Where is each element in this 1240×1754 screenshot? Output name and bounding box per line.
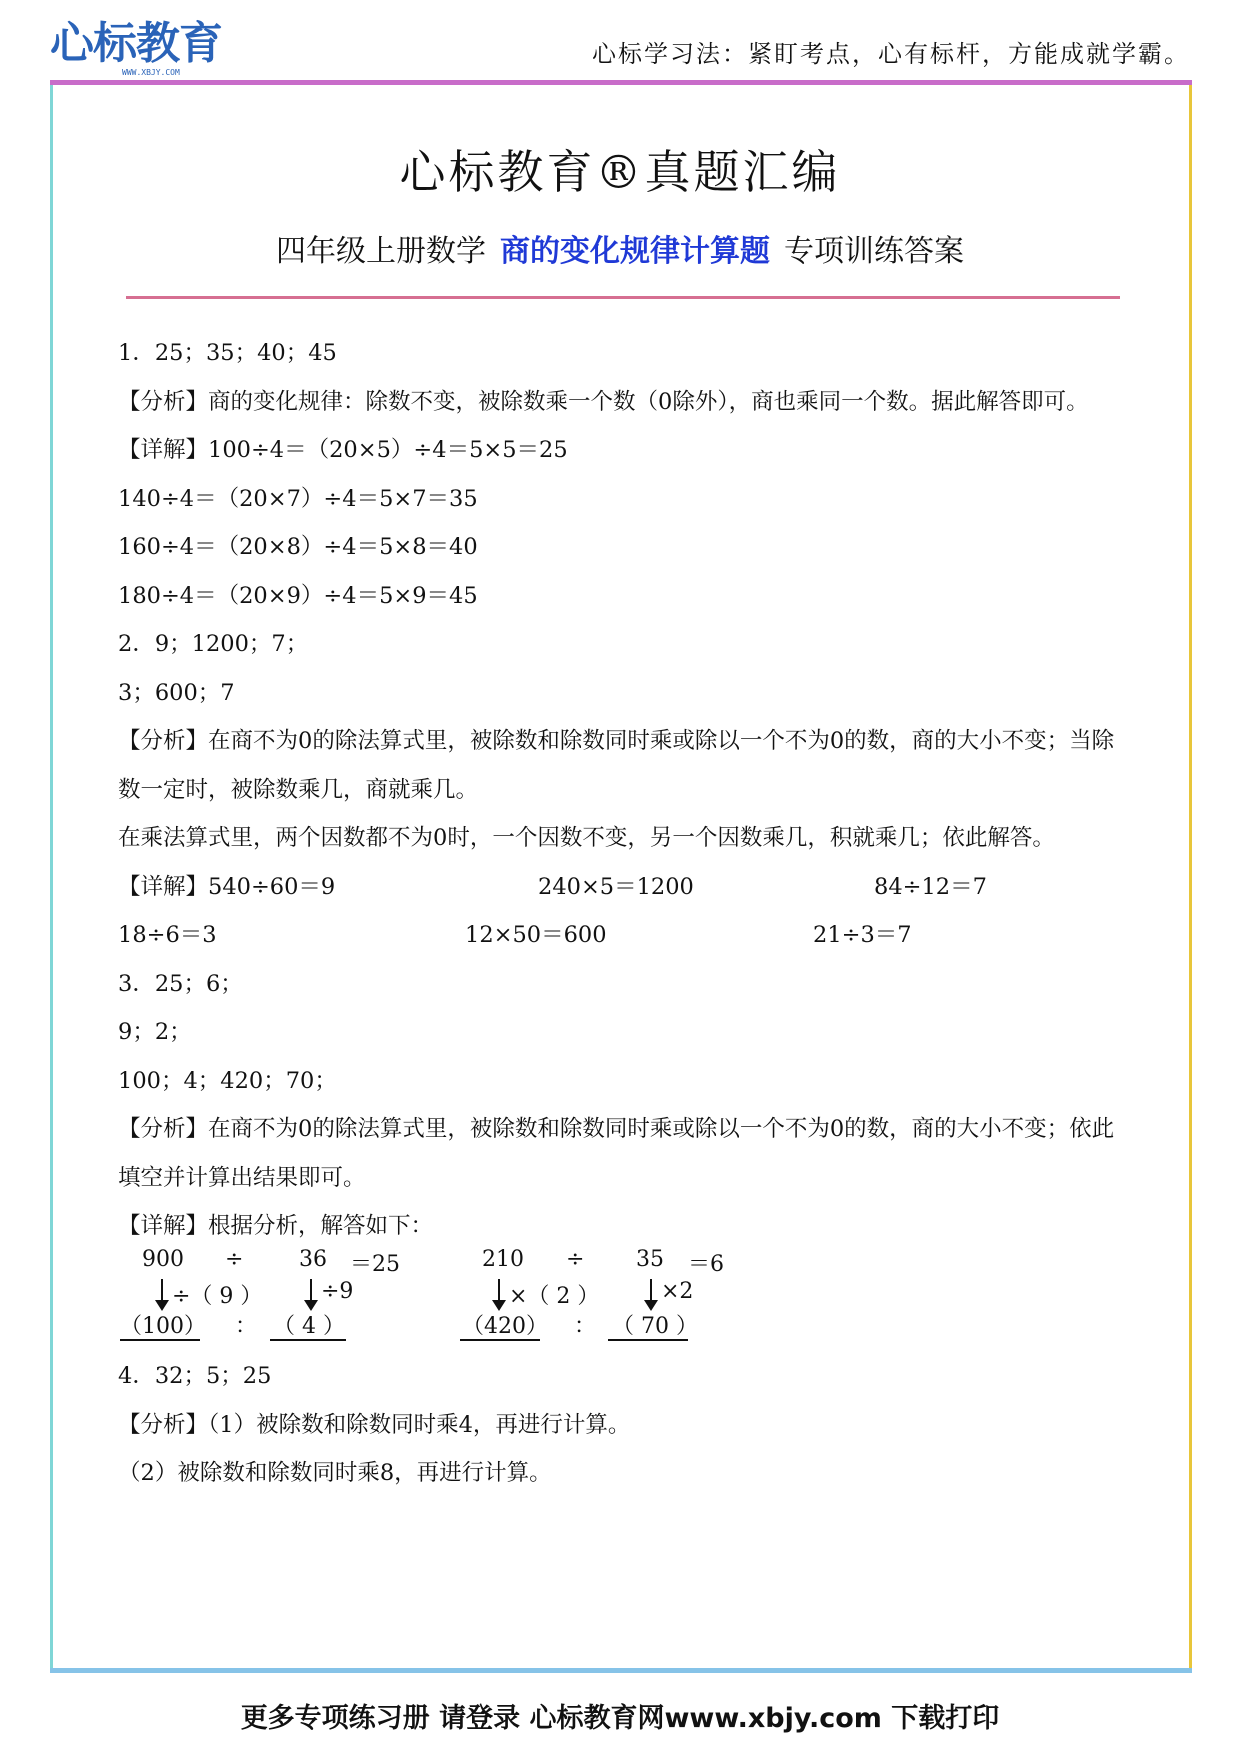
diagram-right-arrow-2-label: ×2	[661, 1279, 694, 1304]
q3-detail: 【详解】根据分析，解答如下：	[118, 1213, 434, 1239]
diagram-left-arrow-2	[310, 1279, 312, 1303]
q2-detail-row-2	[118, 918, 1128, 967]
q2-analysis-2: 在乘法算式里，两个因数都不为0时，一个因数不变，另一个因数乘几，积就乘几；依此解答。	[118, 825, 1055, 851]
footer-text: 更多专项练习册 请登录 心标教育网www.xbjy.com 下载打印	[240, 1703, 1000, 1734]
logo-url: WWW.XBJY.COM	[122, 68, 180, 77]
diagram-left-result: ＝25	[350, 1252, 400, 1277]
q3-answer-2: 9；2；	[118, 1019, 192, 1045]
q2-detail-5: 12×50＝600	[465, 922, 607, 948]
logo	[50, 18, 222, 77]
top-border	[50, 80, 1192, 85]
q2-detail-3: 84÷12＝7	[874, 873, 987, 900]
diagram-right-answer-1: （420）	[462, 1314, 548, 1339]
diagram-right-result: ＝6	[688, 1252, 724, 1277]
q1-detail-2: 140÷4＝（20×7）÷4＝5×7＝35	[118, 485, 478, 512]
q2-detail-row-1	[118, 870, 1128, 919]
page-title: 心标教育®真题汇编	[399, 145, 841, 199]
diagram-left-arrow-1	[161, 1279, 163, 1303]
q1-detail-1: 【详解】100÷4＝（20×5）÷4＝5×5＝25	[118, 437, 568, 463]
diagram-right-underline-2	[608, 1339, 688, 1341]
right-border	[1189, 85, 1192, 1668]
q2-analysis-1: 【分析】在商不为0的除法算式里，被除数和除数同时乘或除以一个不为0的数，商的大小不变；当除数一定时，被除数乘几，商就乘几。	[118, 728, 1115, 803]
diagram-right-arrow-1	[498, 1279, 500, 1303]
title-divider	[126, 296, 1120, 299]
left-border	[50, 85, 53, 1668]
diagram-left-underline-1	[120, 1339, 200, 1341]
q2-detail-4: 18÷6＝3	[118, 922, 217, 948]
diagram-left-dividend: 900	[142, 1247, 184, 1272]
q3-answer-1: 3．25；6；	[118, 970, 243, 997]
header-slogan: 心标学习法：紧盯考点，心有标杆，方能成就学霸。	[592, 40, 1190, 68]
logo-text: 心标教育	[50, 18, 222, 69]
diagram-left-underline-2	[270, 1339, 346, 1341]
q1-detail-3: 160÷4＝（20×8）÷4＝5×8＝40	[118, 534, 478, 560]
diagram-right-arrow-2	[650, 1279, 652, 1303]
q2-detail-6: 21÷3＝7	[813, 922, 912, 948]
diagram-right-op: ÷	[566, 1247, 585, 1272]
q2-answer-1: 2．9；1200；7；	[118, 631, 309, 657]
page-subtitle	[0, 226, 1240, 270]
diagram-right-colon: ：	[574, 1314, 597, 1339]
bottom-border	[50, 1668, 1192, 1673]
diagram-left-answer-2: （ 4 ）	[273, 1314, 345, 1339]
diagram-right-answer-2: （ 70 ）	[612, 1314, 698, 1339]
q3-diagram	[118, 1247, 1128, 1359]
q2-answer-2: 3；600；7	[118, 679, 235, 706]
diagram-left-arrow-2-label: ÷9	[321, 1279, 354, 1304]
q1-analysis: 【分析】商的变化规律：除数不变，被除数乘一个数（0除外），商也乘同一个数。据此解答即可。	[118, 388, 1089, 415]
diagram-left-op: ÷	[225, 1247, 244, 1272]
diagram-left-colon: ：	[235, 1314, 258, 1339]
q2-detail-1: 【详解】540÷60＝9	[118, 873, 336, 900]
diagram-right-underline-1	[460, 1339, 540, 1341]
q4-analysis-1: 【分析】（1）被除数和除数同时乘4，再进行计算。	[118, 1411, 631, 1438]
q3-analysis: 【分析】在商不为0的除法算式里，被除数和除数同时乘或除以一个不为0的数，商的大小不变；依此填空并计算出结果即可。	[118, 1116, 1115, 1191]
subtitle-suffix: 专项训练答案	[784, 234, 964, 269]
q4-analysis-2: （2）被除数和除数同时乘8，再进行计算。	[118, 1460, 552, 1486]
diagram-right-dividend: 210	[482, 1247, 524, 1272]
diagram-right-divisor: 35	[636, 1247, 664, 1272]
diagram-left-answer-1: （100）	[120, 1314, 206, 1339]
q2-detail-2: 240×5＝1200	[538, 873, 694, 900]
q4-answer: 4．32；5；25	[118, 1363, 272, 1389]
subtitle-highlight: 商的变化规律计算题	[500, 234, 770, 269]
q1-answer: 1．25；35；40；45	[118, 340, 337, 366]
q3-answer-3: 100；4；420；70；	[118, 1067, 337, 1094]
diagram-left-divisor: 36	[299, 1247, 327, 1272]
answer-content	[118, 336, 1128, 1505]
diagram-right-arrow-1-label: ×（ 2 ）	[509, 1284, 600, 1309]
diagram-left-arrow-1-label: ÷（ 9 ）	[172, 1284, 263, 1309]
subtitle-prefix: 四年级上册数学	[276, 234, 486, 269]
q1-detail-4: 180÷4＝（20×9）÷4＝5×9＝45	[118, 582, 478, 609]
